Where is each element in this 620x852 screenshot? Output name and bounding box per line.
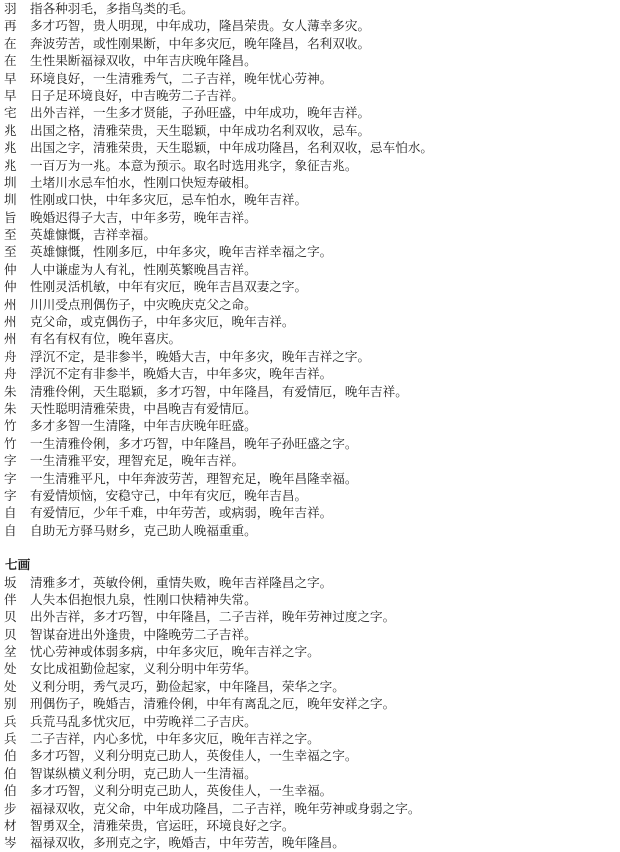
entry-row: [4, 35, 614, 52]
entry-list-section-1: [4, 0, 614, 539]
entry-description: 刑偶伤子，晚婚吉，清雅伶俐，中年有离乱之厄，晚年安祥之字。: [30, 696, 396, 712]
entry-description: 出外吉祥，多才巧智，中年隆昌，二子吉祥，晚年劳神过度之字。: [30, 609, 396, 625]
entry-description: 晚婚迟得子大吉，中年多劳，晚年吉祥。: [30, 209, 257, 225]
entry-row: [4, 243, 614, 260]
entry-row: [4, 87, 614, 104]
entry-description: 智勇双全，清雅荣贵，官运旺，环境良好之字。: [30, 817, 295, 833]
entry-row: [4, 626, 614, 643]
entry-description: 义利分明，秀气灵巧，勤俭起家，中年隆昌，荣华之字。: [30, 678, 345, 694]
entry-character: 岑: [4, 835, 17, 851]
entry-character: 再: [4, 18, 17, 34]
entry-row: [4, 591, 614, 608]
entry-description: 天性聪明清雅荣贵，中昌晚吉有爱情厄。: [30, 400, 257, 416]
entry-row: [4, 0, 614, 17]
entry-description: 环境良好，一生清雅秀气，二子吉祥，晚年忧心劳神。: [30, 70, 333, 86]
entry-character: 伯: [4, 783, 17, 799]
entry-description: 有名有权有位，晚年喜庆。: [30, 331, 182, 347]
entry-description: 性刚灵活机敏，中年有灾厄，晚年吉昌双妻之字。: [30, 279, 308, 295]
entry-description: 奔波劳苦，或性刚果断，中年多灾厄，晚年隆昌，名利双收。: [30, 35, 371, 51]
entry-row: [4, 470, 614, 487]
entry-character: 伴: [4, 591, 17, 607]
entry-character: 早: [4, 87, 17, 103]
entry-row: [4, 643, 614, 660]
entry-character: 兵: [4, 713, 17, 729]
entry-row: [4, 487, 614, 504]
entry-description: 忧心劳神或体弱多病，中年多灾厄，晚年吉祥之字。: [30, 644, 320, 660]
entry-character: 羽: [4, 1, 17, 16]
entry-character: 处: [4, 661, 17, 677]
entry-character: 竹: [4, 435, 17, 451]
entry-character: 仲: [4, 261, 17, 277]
entry-character: 自: [4, 505, 17, 521]
entry-character: 在: [4, 53, 17, 69]
entry-description: 一生清雅平安，理智充足，晚年吉祥。: [30, 453, 245, 469]
entry-row: [4, 695, 614, 712]
entry-character: 贝: [4, 626, 17, 642]
entry-description: 英雄慷慨，吉祥幸福。: [30, 227, 156, 243]
entry-row: [4, 70, 614, 87]
entry-character: 伯: [4, 748, 17, 764]
entry-character: 至: [4, 227, 17, 243]
entry-description: 一百万为一兆。本意为预示。取名时选用兆字，象征吉兆。: [30, 157, 358, 173]
entry-row: [4, 383, 614, 400]
entry-character: 字: [4, 487, 17, 503]
entry-row: [4, 834, 614, 851]
entry-character: 宅: [4, 105, 17, 121]
entry-character: 材: [4, 817, 17, 833]
entry-description: 智谋纵横义利分明，克己助人一生清福。: [30, 765, 257, 781]
entry-row: [4, 608, 614, 625]
entry-row: [4, 417, 614, 434]
entry-row: [4, 17, 614, 34]
entry-character: 兆: [4, 122, 17, 138]
entry-description: 多才巧智，贵人明现，中年成功，隆昌荣贵。女人薄幸多灾。: [30, 18, 371, 34]
entry-character: 字: [4, 453, 17, 469]
entry-row: [4, 157, 614, 174]
entry-character: 州: [4, 296, 17, 312]
entry-character: 步: [4, 800, 17, 816]
entry-character: 旨: [4, 209, 17, 225]
entry-description: 出外吉祥，一生多才贤能，子孙旺盛，中年成功，晚年吉祥。: [30, 105, 371, 121]
entry-row: [4, 191, 614, 208]
entry-row: [4, 52, 614, 69]
entry-row: [4, 122, 614, 139]
entry-character: 贝: [4, 609, 17, 625]
entry-description: 一生清雅平凡，中年奔波劳苦，理智充足，晚年昌隆幸福。: [30, 470, 358, 486]
entry-description: 福禄双收，克父命，中年成功隆昌，二子吉祥，晚年劳神或身弱之字。: [30, 800, 421, 816]
entry-description: 克父命，或克偶伤子，中年多灾厄，晚年吉祥。: [30, 314, 295, 330]
entry-row: [4, 400, 614, 417]
entry-description: 智谋奋进出外逢贵，中隆晚劳二子吉祥。: [30, 626, 257, 642]
entry-row: [4, 296, 614, 313]
entry-row: [4, 713, 614, 730]
entry-character: 字: [4, 470, 17, 486]
entry-row: [4, 348, 614, 365]
entry-description: 多才巧智，义利分明克己助人，英俊佳人，一生幸福。: [30, 783, 333, 799]
entry-row: [4, 261, 614, 278]
entry-description: 日子足环境良好，中吉晚劳二子吉祥。: [30, 87, 245, 103]
entry-character: 兵: [4, 731, 17, 747]
entry-row: [4, 278, 614, 295]
entry-list-section-2: [4, 574, 614, 852]
entry-character: 别: [4, 696, 17, 712]
entry-character: 州: [4, 331, 17, 347]
entry-character: 早: [4, 70, 17, 86]
entry-description: 女比成祖勤俭起家，义利分明中年劳华。: [30, 661, 257, 677]
entry-character: 至: [4, 244, 17, 260]
entry-row: [4, 504, 614, 521]
entry-description: 浮沉不定有非参半，晚婚大吉，中年多灾，晚年吉祥。: [30, 366, 333, 382]
entry-description: 人失本侣抱恨九泉，性刚口快精神失常。: [30, 591, 257, 607]
entry-row: [4, 174, 614, 191]
entry-row: [4, 104, 614, 121]
entry-character: 朱: [4, 400, 17, 416]
entry-row: [4, 330, 614, 347]
entry-description: 生性果断福禄双收，中年吉庆晚年隆昌。: [30, 53, 257, 69]
entry-description: 有爱情烦恼，安稳守己，中年有灾厄，晚年吉昌。: [30, 487, 308, 503]
entry-description: 出国之字，清雅荣贵，天生聪颖，中年成功隆昌，名利双收，忌车怕水。: [30, 140, 433, 156]
entry-row: [4, 209, 614, 226]
entry-character: 州: [4, 314, 17, 330]
entry-description: 川川受点刑偶伤子，中灾晚庆克父之命。: [30, 296, 257, 312]
entry-description: 性刚或口快，中年多灾厄，忌车怕水，晚年吉祥。: [30, 192, 308, 208]
entry-character: 坌: [4, 644, 17, 660]
entry-description: 福禄双收，多刑克之字，晚婚吉，中年劳苦，晚年隆昌。: [30, 835, 345, 851]
entry-character: 处: [4, 678, 17, 694]
entry-row: [4, 452, 614, 469]
entry-row: [4, 800, 614, 817]
entry-character: 坂: [4, 574, 17, 590]
entry-character: 朱: [4, 383, 17, 399]
entry-row: [4, 660, 614, 677]
entry-character: 舟: [4, 366, 17, 382]
entry-character: 圳: [4, 192, 17, 208]
entry-description: 多才巧智，义利分明克己助人，英俊佳人，一生幸福之字。: [30, 748, 358, 764]
entry-description: 人中谦虚为人有礼，性刚英繁晚昌吉祥。: [30, 261, 257, 277]
entry-row: [4, 365, 614, 382]
section-heading-seven-strokes: 七画: [5, 557, 31, 573]
entry-description: 兵荒马乱多忧灾厄，中劳晚祥二子吉庆。: [30, 713, 257, 729]
entry-character: 仲: [4, 279, 17, 295]
entry-description: 有爱情厄，少年千难，中年劳苦，或病弱，晚年吉祥。: [30, 505, 333, 521]
entry-character: 自: [4, 522, 17, 538]
entry-description: 指各种羽毛，多指鸟类的毛。: [30, 1, 194, 16]
entry-description: 清雅伶俐，天生聪颖，多才巧智，中年隆昌，有爱情厄，晚年吉祥。: [30, 383, 408, 399]
entry-character: 竹: [4, 418, 17, 434]
entry-row: [4, 817, 614, 834]
entry-character: 圳: [4, 174, 17, 190]
entry-character: 伯: [4, 765, 17, 781]
entry-character: 兆: [4, 140, 17, 156]
entry-row: [4, 747, 614, 764]
entry-row: [4, 678, 614, 695]
section-gap: [4, 539, 614, 556]
entry-description: 二子吉祥，内心多忧，中年多灾厄，晚年吉祥之字。: [30, 731, 320, 747]
entry-description: 土堵川水忌车怕水，性刚口快短寿破相。: [30, 174, 257, 190]
entry-row: [4, 226, 614, 243]
entry-description: 自助无方驿马财乡，克己助人晚福重重。: [30, 522, 257, 538]
entry-character: 在: [4, 35, 17, 51]
entry-character: 兆: [4, 157, 17, 173]
entry-row: [4, 522, 614, 539]
entry-row: [4, 313, 614, 330]
entry-description: 出国之格，清雅荣贵，天生聪颖，中年成功名利双收，忌车。: [30, 122, 371, 138]
entry-row: [4, 574, 614, 591]
entry-description: 清雅多才，英敏伶俐，重情失败，晚年吉祥隆昌之字。: [30, 574, 333, 590]
entry-description: 英雄慷慨，性刚多厄，中年多灾，晚年吉祥幸福之字。: [30, 244, 333, 260]
entry-row: [4, 782, 614, 799]
entry-description: 一生清雅伶俐，多才巧智，中年隆昌，晚年子孙旺盛之字。: [30, 435, 358, 451]
entry-row: [4, 730, 614, 747]
entry-row: [4, 139, 614, 156]
entry-row: [4, 435, 614, 452]
entry-description: 多才多智一生清隆，中年吉庆晚年旺盛。: [30, 418, 257, 434]
entry-character: 舟: [4, 348, 17, 364]
entry-description: 浮沉不定，是非参半，晚婚大吉，中年多灾，晚年吉祥之字。: [30, 348, 371, 364]
entry-row: [4, 765, 614, 782]
